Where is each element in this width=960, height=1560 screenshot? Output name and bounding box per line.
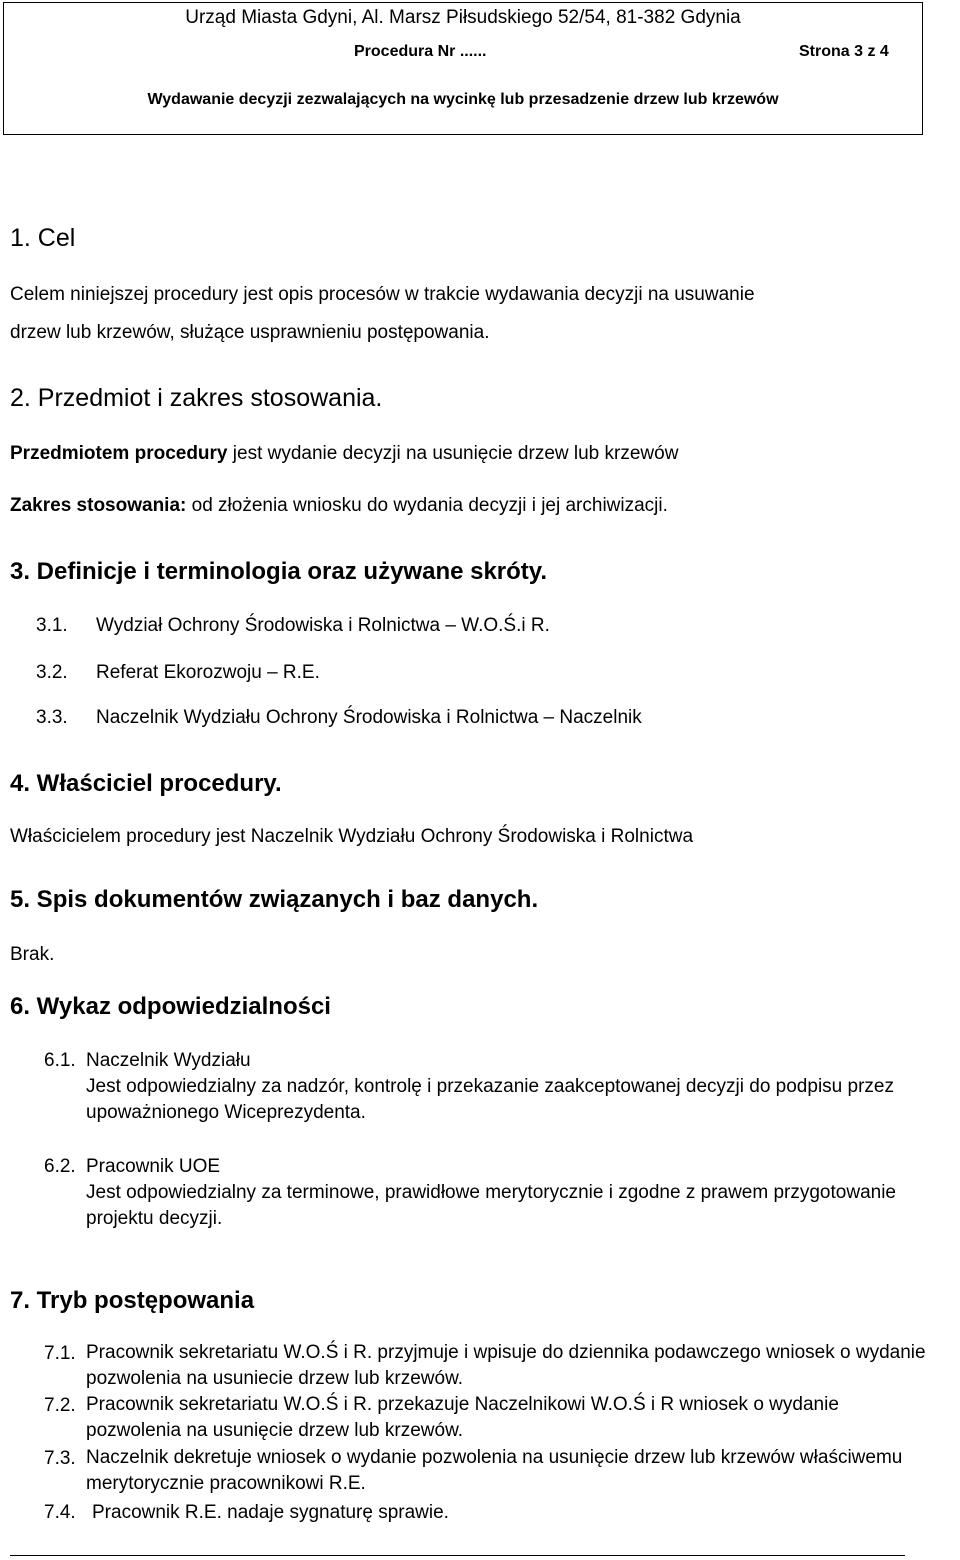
section-4-heading: 4. Właściciel procedury.	[10, 770, 282, 797]
responsibility-text: Jest odpowiedzialny za nadzór, kontrolę i przekazanie zaakceptowanej decyzji do podpisu przez upoważnionego Wiceprezydenta.	[86, 1076, 894, 1123]
procedure-step-number: 7.2.	[44, 1395, 76, 1416]
responsibility-title: Pracownik UOE	[86, 1156, 221, 1177]
section-5-text: Brak.	[10, 944, 55, 965]
procedure-step-number: 7.4.	[44, 1502, 76, 1523]
header-page-number: Strona 3 z 4	[799, 43, 889, 60]
responsibility-number: 6.2.	[44, 1156, 76, 1177]
procedure-step-number: 7.1.	[44, 1343, 76, 1364]
section-2-heading: 2. Przedmiot i zakres stosowania.	[10, 384, 383, 412]
section-4-text: Właścicielem procedury jest Naczelnik Wydziału Ochrony Środowiska i Rolnictwa	[10, 826, 694, 847]
scope-label: Zakres stosowania:	[10, 495, 187, 516]
header-institution: Urząd Miasta Gdyni, Al. Marsz Piłsudskiego 52/54, 81-382 Gdynia	[185, 7, 741, 28]
responsibility-title: Naczelnik Wydziału	[86, 1050, 251, 1071]
procedure-step-text: Pracownik sekretariatu W.O.Ś i R. przekazuje Naczelnikowi W.O.Ś i R wniosek o wydanie pozwolenia na usunięcie drzew lub krzewów.	[86, 1394, 839, 1441]
document-header	[3, 2, 923, 135]
definition-number: 3.3.	[36, 707, 68, 728]
responsibility-text: Jest odpowiedzialny za terminowe, prawidłowe merytorycznie i zgodne z prawem przygotowanie projektu decyzji.	[86, 1182, 896, 1229]
section-3-heading: 3. Definicje i terminologia oraz używane skróty.	[10, 558, 548, 585]
section-7-heading: 7. Tryb postępowania	[10, 1287, 255, 1314]
procedure-step-text: Naczelnik dekretuje wniosek o wydanie pozwolenia na usunięcie drzew lub krzewów właściwemu merytorycznie pracownikowi R.E.	[86, 1447, 903, 1494]
header-procedure-title: Wydawanie decyzji zezwalających na wycinkę lub przesadzenie drzew lub krzewów	[147, 91, 779, 108]
definition-number: 3.2.	[36, 662, 68, 683]
subject-label: Przedmiotem procedury	[10, 443, 228, 464]
subject-text: jest wydanie decyzji na usunięcie drzew lub krzewów	[227, 443, 679, 464]
section-5-heading: 5. Spis dokumentów związanych i baz danych.	[10, 886, 539, 913]
responsibility-number: 6.1.	[44, 1050, 76, 1071]
section-1-line-2: drzew lub krzewów, służące usprawnieniu postępowania.	[10, 322, 490, 343]
procedure-step-number: 7.3.	[44, 1448, 76, 1469]
procedure-step-text: Pracownik sekretariatu W.O.Ś i R. przyjmuje i wpisuje do dziennika podawczego wniosek o wydanie pozwolenia na usuniecie drzew lub krzewów.	[86, 1342, 926, 1389]
section-1-heading: 1. Cel	[10, 224, 76, 252]
header-procedure-number: Procedura Nr ......	[354, 43, 487, 60]
definition-text: Naczelnik Wydziału Ochrony Środowiska i Rolnictwa – Naczelnik	[96, 707, 642, 728]
section-2-subject	[10, 443, 678, 465]
section-6-heading: 6. Wykaz odpowiedzialności	[10, 993, 331, 1020]
procedure-step-text: Pracownik R.E. nadaje sygnaturę sprawie.	[92, 1502, 449, 1523]
definition-text: Referat Ekorozwoju – R.E.	[96, 662, 320, 683]
section-2-scope	[10, 495, 668, 517]
footer-rule	[10, 1555, 905, 1556]
section-1-line-1: Celem niniejszej procedury jest opis procesów w trakcie wydawania decyzji na usuwanie	[10, 284, 755, 305]
definition-text: Wydział Ochrony Środowiska i Rolnictwa – W.O.Ś.i R.	[96, 615, 550, 636]
definition-number: 3.1.	[36, 615, 68, 636]
scope-text: od złożenia wniosku do wydania decyzji i jej archiwizacji.	[186, 495, 668, 516]
